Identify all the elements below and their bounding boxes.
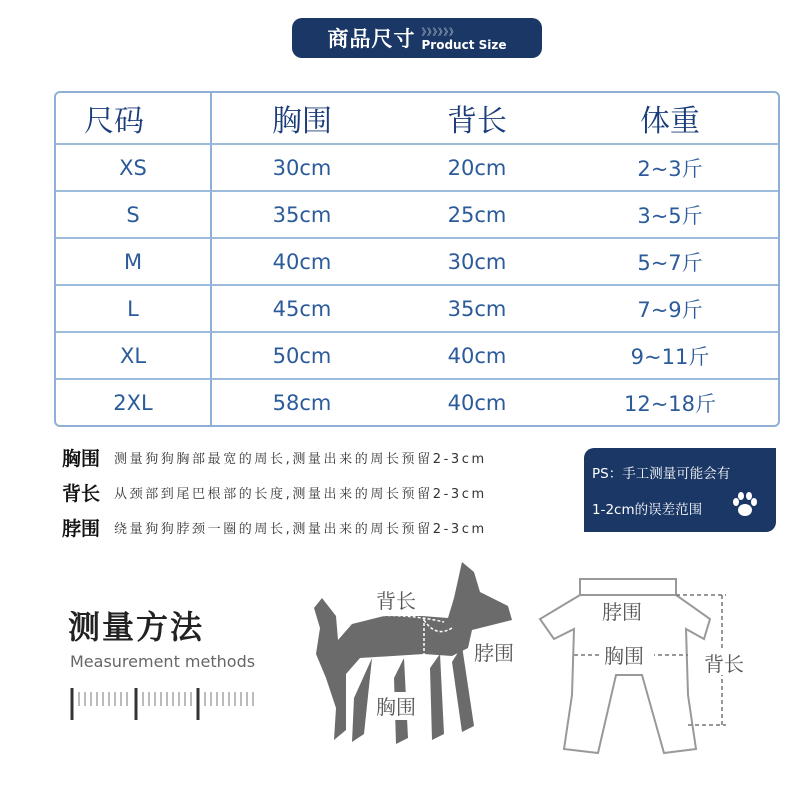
cell-size: L	[56, 286, 212, 333]
chevrons-icon: 》》》》》》	[421, 27, 460, 38]
ps-line-1: PS：手工测量可能会有	[592, 466, 731, 482]
table-row	[56, 380, 778, 425]
table-row	[56, 192, 778, 239]
badge-subtitle: Product Size	[421, 37, 507, 52]
ps-line-2: 1-2cm的误差范围	[592, 502, 703, 518]
cell-chest: 40cm	[212, 239, 392, 286]
cell-size: 2XL	[56, 380, 212, 425]
shirt-label-chest: 胸围	[604, 644, 644, 668]
measure-title: 测量方法	[68, 608, 205, 646]
badge-subtitle-group	[422, 29, 507, 51]
size-table	[54, 91, 780, 427]
note-back	[62, 475, 487, 510]
cell-weight: 12~18斤	[623, 391, 717, 416]
cell-weight: 9~11斤	[562, 333, 778, 380]
cell-back: 35cm	[392, 286, 562, 333]
cell-chest: 30cm	[212, 145, 392, 192]
shirt-label-back: 背长	[704, 652, 744, 676]
table-header-row	[56, 93, 778, 145]
ps-note-box	[584, 448, 776, 532]
table-row	[56, 239, 778, 286]
cell-size: XS	[56, 145, 212, 192]
dog-label-chest: 胸围	[376, 695, 416, 719]
shirt-illustration	[536, 575, 776, 760]
header-back: 背长	[392, 93, 562, 145]
header-size: 尺码	[56, 93, 212, 145]
measurement-notes	[62, 440, 487, 545]
cell-chest: 35cm	[212, 192, 392, 239]
cell-chest: 50cm	[212, 333, 392, 380]
table-row	[56, 145, 778, 192]
cell-weight: 3~5斤	[562, 192, 778, 239]
cell-back: 30cm	[392, 239, 562, 286]
measure-subtitle: Measurement methods	[70, 652, 256, 671]
note-neck	[62, 510, 487, 545]
product-size-badge	[292, 18, 542, 58]
table-row	[56, 286, 778, 333]
note-term: 胸围	[62, 448, 101, 470]
cell-back: 20cm	[392, 145, 562, 192]
note-desc: 绕量狗狗脖颈一圈的周长,测量出来的周长预留2-3cm	[114, 522, 487, 537]
cell-size: XL	[56, 333, 212, 380]
cell-back: 25cm	[392, 192, 562, 239]
badge-title: 商品尺寸	[327, 27, 416, 51]
note-term: 背长	[62, 483, 101, 505]
cell-weight: 5~7斤	[562, 239, 778, 286]
dog-illustration	[312, 558, 542, 758]
cell-weight: 2~3斤	[562, 145, 778, 192]
shirt-label-neck: 脖围	[602, 600, 642, 624]
note-chest	[62, 440, 487, 475]
header-weight: 体重	[562, 93, 778, 145]
note-desc: 测量狗狗胸部最宽的周长,测量出来的周长预留2-3cm	[114, 452, 487, 467]
table-row	[56, 333, 778, 380]
cell-size: S	[56, 192, 212, 239]
cell-back: 40cm	[392, 333, 562, 380]
header-chest: 胸围	[212, 93, 392, 145]
paw-icon	[730, 490, 760, 520]
cell-size: M	[56, 239, 212, 286]
note-desc: 从颈部到尾巴根部的长度,测量出来的周长预留2-3cm	[114, 487, 487, 502]
dog-label-back: 背长	[376, 589, 416, 613]
cell-chest: 45cm	[212, 286, 392, 333]
note-term: 脖围	[62, 518, 101, 540]
ruler-icon	[70, 686, 260, 722]
cell-weight: 7~9斤	[562, 286, 778, 333]
cell-back: 40cm	[447, 390, 507, 415]
dog-label-neck: 脖围	[474, 641, 514, 665]
cell-chest: 58cm	[272, 390, 332, 415]
